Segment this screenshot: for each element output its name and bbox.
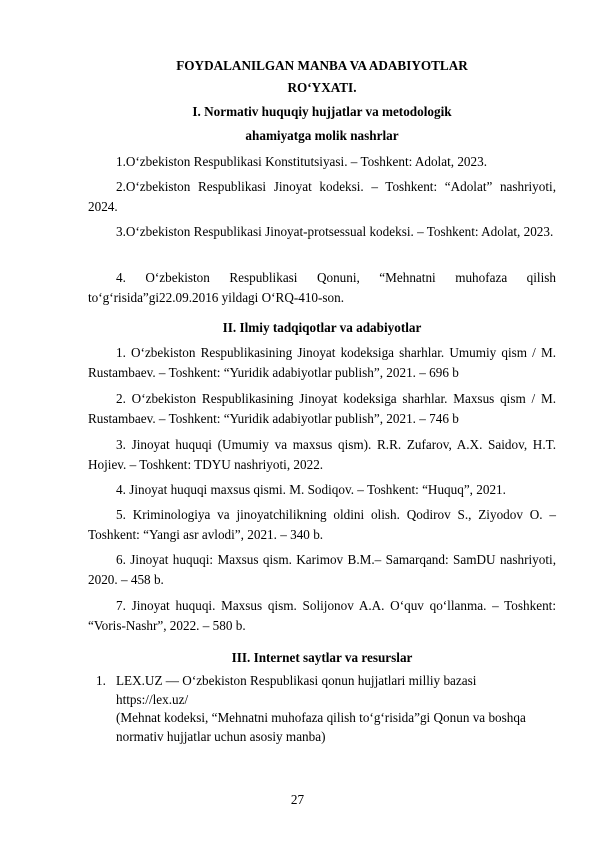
reference-item: 4. Jinoyat huquqi maxsus qismi. M. Sodiqov. – Toshkent: “Huquq”, 2021. xyxy=(116,482,506,497)
reference-item: 4. O‘zbekiston Respublikasi Qonuni, “Mehnatni muhofaza qilish to‘g‘risida”gi22.09.2016 yildagi O‘RQ-410-son. xyxy=(88,270,556,305)
section-1-heading-line-1: I. Normativ huquqiy hujjatlar va metodologik xyxy=(192,104,452,119)
reference-item: 3.O‘zbekiston Respublikasi Jinoyat-protsessual kodeksi. – Toshkent: Adolat, 2023. xyxy=(116,224,554,239)
reference-item: 2. O‘zbekiston Respublikasining Jinoyat kodeksiga sharhlar. Maxsus qism / M. Rustambaev. – Toshkent: “Yuridik adabiyotlar publish”, 2021. – 746 b xyxy=(88,391,556,426)
reference-item: 2.O‘zbekiston Respublikasi Jinoyat kodeksi. – Toshkent: “Adolat” nashriyoti, 2024. xyxy=(88,179,556,214)
resource-title: LEX.UZ — O‘zbekiston Respublikasi qonun hujjatlari milliy bazasi xyxy=(116,673,477,688)
reference-item: 1. O‘zbekiston Respublikasining Jinoyat kodeksiga sharhlar. Umumiy qism / M. Rustambaev. – Toshkent: “Yuridik adabiyotlar publish”, 2021. – 696 b xyxy=(88,345,556,380)
section-3-heading: III. Internet saytlar va resurslar xyxy=(231,650,413,665)
reference-item: 5. Kriminologiya va jinoyatchilikning oldini olish. Qodirov S., Ziyodov O. – Toshkent: “Yangi asr avlodi”, 2021. – 340 b. xyxy=(88,507,556,542)
title-line-2: RO‘YXATI. xyxy=(287,80,357,95)
list-number: 1. xyxy=(96,673,106,688)
resource-url[interactable]: https://lex.uz/ xyxy=(116,691,189,707)
reference-item: 3. Jinoyat huquqi (Umumiy va maxsus qism). R.R. Zufarov, A.X. Saidov, H.T. Hojiev. – Toshkent: TDYU nashriyoti, 2022. xyxy=(88,437,556,472)
title-line-1: FOYDALANILGAN MANBA VA ADABIYOTLAR xyxy=(176,58,468,73)
internet-resource-item xyxy=(96,672,556,746)
reference-item: 6. Jinoyat huquqi: Maxsus qism. Karimov B.M.– Samarqand: SamDU nashriyoti, 2020. – 458 b. xyxy=(88,552,556,587)
section-1-heading-line-2: ahamiyatga molik nashrlar xyxy=(245,128,399,143)
section-2-heading: II. Ilmiy tadqiqotlar va adabiyotlar xyxy=(222,320,422,335)
reference-item: 1.O‘zbekiston Respublikasi Konstitutsiyasi. – Toshkent: Adolat, 2023. xyxy=(116,154,487,169)
resource-description: (Mehnat kodeksi, “Mehnatni muhofaza qilish to‘g‘risida”gi Qonun va boshqa normativ hujjatlar uchun asosiy manba) xyxy=(116,710,526,744)
page-number: 27 xyxy=(290,792,305,807)
reference-item: 7. Jinoyat huquqi. Maxsus qism. Solijonov A.A. O‘quv qo‘llanma. – Toshkent: “Voris-Nashr”, 2022. – 580 b. xyxy=(88,598,556,633)
